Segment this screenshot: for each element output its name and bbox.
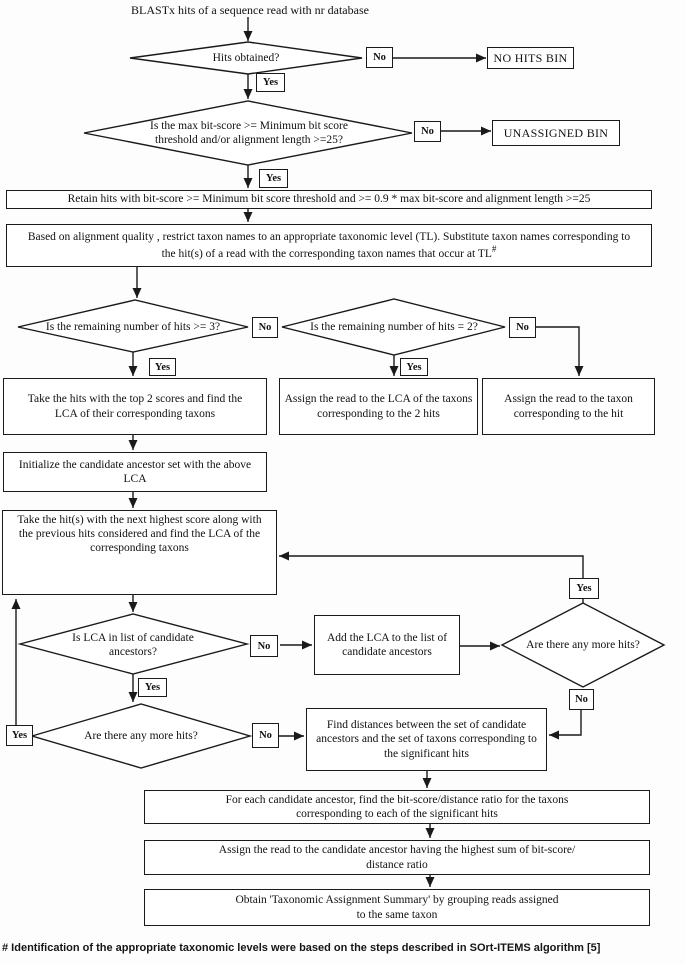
process-restrict-taxon (6, 224, 652, 267)
process-init-candidate-label: Initialize the candidate ancestor set with the above LCA (18, 458, 252, 485)
decision-remaining-ge3-label: Is the remaining number of hits >= 3? (45, 320, 221, 333)
no-tag-lca-in-list: No (250, 635, 278, 657)
process-take-top2-label: Take the hits with the top 2 scores and find the LCA of their corresponding taxons (27, 393, 243, 420)
process-retain-hits-label: Retain hits with bit-score >= Minimum bit score threshold and >= 0.9 * max bit-score and alignment length >=25 (67, 193, 591, 206)
no-tag-hits-obtained: No (366, 47, 393, 68)
connector-eq2-no-to-assigntaxon (536, 327, 579, 376)
yes-tag-remaining-eq2: Yes (400, 358, 428, 376)
decision-remaining-eq2-label: Is the remaining number of hits = 2? (310, 320, 478, 333)
process-retain-hits (6, 190, 652, 209)
decision-more-hits-left-label: Are there any more hits? (84, 729, 198, 742)
process-assign-lca-2hits-label: Assign the read to the LCA of the taxons corresponding to the 2 hits (284, 393, 473, 420)
process-obtain-summary-label: Obtain 'Taxonomic Assignment Summary' by grouping reads assigned to the same taxon (235, 894, 559, 921)
no-tag-more-hits-left: No (252, 723, 279, 748)
process-take-next (2, 510, 277, 595)
process-add-lca (314, 615, 460, 675)
yes-tag-more-hits-left: Yes (6, 725, 33, 746)
footnote-marker: # (491, 244, 497, 255)
yes-tag-hits-obtained: Yes (256, 73, 285, 92)
yes-tag-more-hits-right: Yes (569, 578, 599, 599)
yes-tag-lca-in-list: Yes (138, 678, 167, 697)
process-bitscore-ratio-label: For each candidate ancestor, find the bit-score/distance ratio for the taxons corresponding to each of the significant hits (225, 793, 569, 820)
connector-morehits-no-to-finddist (549, 710, 581, 735)
process-assign-taxon-hit-label: Assign the read to the taxon corresponding to the hit (504, 393, 633, 420)
process-take-top2 (3, 378, 267, 435)
process-add-lca-label: Add the LCA to the list of candidate ancestors (326, 631, 448, 658)
connector-morehits-yes-to-takenext (279, 556, 583, 578)
process-find-distances-label: Find distances between the set of candidate ancestors and the set of taxons corresponding to the significant hits (316, 719, 537, 760)
no-tag-remaining-eq2: No (509, 317, 536, 338)
process-assign-highest (144, 840, 650, 875)
title-text: BLASTx hits of a sequence read with nr database (131, 3, 369, 17)
no-tag-more-hits-right: No (569, 689, 594, 710)
process-init-candidate (3, 452, 267, 492)
process-assign-taxon-hit (482, 378, 655, 435)
decision-lca-in-list-label: Is LCA in list of candidate ancestors? (72, 631, 194, 658)
process-take-next-label: Take the hit(s) with the next highest score along with the previous hits considered and find the LCA of the corresponding taxons (17, 514, 262, 555)
process-assign-lca-2hits (279, 378, 478, 435)
unassigned-bin-label: UNASSIGNED BIN (503, 125, 609, 140)
process-obtain-summary (144, 889, 650, 926)
yes-tag-max-bitscore: Yes (259, 169, 288, 188)
no-tag-max-bitscore: No (414, 121, 441, 142)
decision-more-hits-right-label: Are there any more hits? (526, 638, 640, 651)
process-bitscore-ratio (144, 790, 650, 824)
process-find-distances (306, 708, 547, 771)
decision-max-bitscore-label: Is the max bit-score >= Minimum bit score threshold and/or alignment length >=25? (150, 119, 348, 146)
footnote-text: # Identification of the appropriate taxonomic levels were based on the steps described in SOrt-ITEMS algorithm [5] (2, 942, 601, 954)
process-restrict-taxon-label: Based on alignment quality , restrict taxon names to an appropriate taxonomic level (TL). Substitute taxon names corresponding to the hit(s) of a read with the corresponding taxon names that occur at TL# (27, 231, 631, 260)
unassigned-bin-box (492, 120, 620, 146)
yes-tag-remaining-ge3: Yes (149, 358, 176, 376)
decision-hits-obtained-label: Hits obtained? (212, 51, 280, 64)
process-assign-highest-label: Assign the read to the candidate ancestor having the highest sum of bit-score/ distance ratio (218, 844, 576, 871)
no-tag-remaining-ge3: No (252, 317, 278, 338)
no-hits-bin-label: NO HITS BIN (493, 50, 568, 65)
no-hits-bin-box (487, 47, 574, 69)
